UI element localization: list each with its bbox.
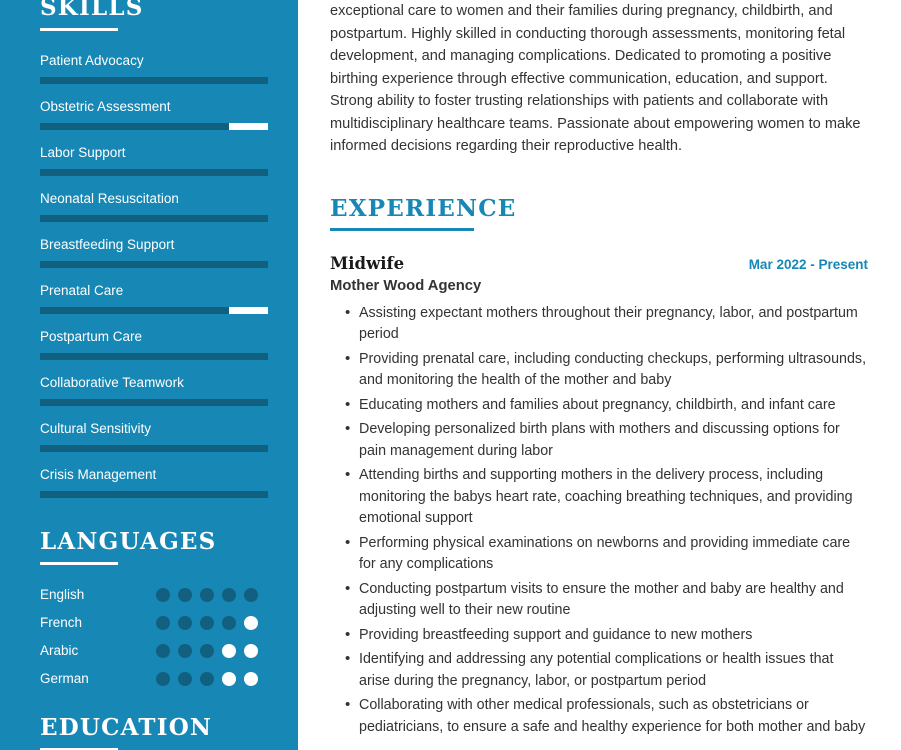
language-level-dots (156, 644, 258, 658)
job-bullet: • Educating mothers and families about pregnancy, childbirth, and infant care (349, 395, 868, 417)
language-level-dots (156, 588, 258, 602)
job-bullet: • Identifying and addressing any potential complications or health issues that arise during the pregnancy, labor, or postpartum period (349, 649, 868, 692)
language-level-dots (156, 672, 258, 686)
level-dot (178, 644, 192, 658)
experience-section (330, 195, 868, 739)
level-dot (222, 588, 236, 602)
skill-bar-fill (40, 491, 268, 498)
language-label: French (40, 615, 83, 630)
skill-bar-fill (40, 399, 268, 406)
skill-label: Labor Support (40, 145, 126, 160)
job-bullet-list (330, 303, 868, 739)
language-item (40, 615, 258, 630)
job-bullet: • Providing breastfeeding support and guidance to new mothers (349, 625, 868, 647)
language-level-dots (156, 616, 258, 630)
level-dot (200, 616, 214, 630)
language-label: Arabic (40, 643, 79, 658)
skill-bar-fill (40, 307, 229, 314)
skill-label: Cultural Sensitivity (40, 421, 152, 436)
skill-label: Crisis Management (40, 467, 157, 482)
skill-bar-track (40, 353, 268, 360)
level-dot (244, 672, 258, 686)
level-dot (244, 644, 258, 658)
education-heading: EDUCATION (40, 714, 213, 741)
job-bullet: • Assisting expectant mothers throughout their pregnancy, labor, and postpartum period (349, 303, 868, 346)
level-dot (178, 588, 192, 602)
language-item (40, 643, 258, 658)
language-item (40, 587, 258, 602)
skill-bar-track (40, 169, 268, 176)
summary-text: exceptional care to women and their families during pregnancy, childbirth, and postpartum. Highly skilled in conducting thorough assessments, monitoring fetal development, and managing complications. Dedicated to promoting a positive birthing experience through effective communication, education, and support. Strong ability to foster trusting relationships with patients and collaborate with multidisciplinary healthcare teams. Passionate about empowering women to make informed decisions regarding their reproductive health. (330, 3, 861, 154)
sidebar (0, 0, 298, 750)
language-label: English (40, 587, 85, 602)
skill-item (40, 283, 258, 314)
skill-label: Breastfeeding Support (40, 237, 175, 252)
main-column (298, 0, 901, 750)
level-dot (244, 588, 258, 602)
skill-bar-track (40, 261, 268, 268)
job-title: Midwife (330, 253, 405, 273)
skill-bar-fill (40, 169, 268, 176)
skill-label: Neonatal Resuscitation (40, 191, 179, 206)
level-dot (156, 644, 170, 658)
skill-item (40, 237, 258, 268)
skill-bar-fill (40, 445, 268, 452)
language-label: German (40, 671, 89, 686)
experience-entry (330, 254, 868, 739)
level-dot (156, 616, 170, 630)
level-dot (222, 644, 236, 658)
skill-bar-fill (40, 261, 268, 268)
job-bullet: • Developing personalized birth plans with mothers and discussing options for pain management during labor (349, 419, 868, 462)
skills-heading: SKILLS (40, 0, 144, 21)
level-dot (244, 616, 258, 630)
skill-label: Postpartum Care (40, 329, 143, 344)
level-dot (178, 616, 192, 630)
experience-heading-rule (330, 228, 474, 231)
level-dot (200, 672, 214, 686)
experience-heading: EXPERIENCE (330, 194, 517, 222)
skill-bar-fill (40, 353, 268, 360)
languages-heading: LANGUAGES (40, 528, 217, 555)
skill-bar-track (40, 123, 268, 130)
language-item (40, 671, 258, 686)
skill-bar-fill (40, 215, 268, 222)
job-bullet: • Attending births and supporting mothers in the delivery process, including monitoring the babys heart rate, coaching breathing techniques, and providing emotional support (349, 465, 868, 530)
skill-bar-track (40, 399, 268, 406)
languages-section (40, 528, 258, 686)
skill-bar-fill (40, 77, 268, 84)
skill-item (40, 191, 258, 222)
level-dot (200, 588, 214, 602)
skills-heading-rule (40, 28, 118, 31)
skill-item (40, 421, 258, 452)
skill-bar-track (40, 445, 268, 452)
job-bullet: • Conducting postpartum visits to ensure the mother and baby are healthy and adjusting well to their new routine (349, 579, 868, 622)
job-bullet: • Providing prenatal care, including conducting checkups, performing ultrasounds, and monitoring the health of the mother and baby (349, 349, 868, 392)
languages-heading-rule (40, 562, 118, 565)
skill-label: Patient Advocacy (40, 53, 144, 68)
skill-item (40, 375, 258, 406)
skill-item (40, 329, 258, 360)
skill-label: Prenatal Care (40, 283, 124, 298)
job-bullet: • Performing physical examinations on newborns and providing immediate care for any complications (349, 533, 868, 576)
skill-bar-fill (40, 123, 229, 130)
level-dot (222, 672, 236, 686)
level-dot (222, 616, 236, 630)
skill-item (40, 53, 258, 84)
skill-bar-track (40, 77, 268, 84)
level-dot (156, 672, 170, 686)
skill-item (40, 467, 258, 498)
experience-entry-header (330, 254, 868, 274)
job-company: Mother Wood Agency (330, 277, 482, 294)
skill-label: Collaborative Teamwork (40, 375, 184, 390)
skills-section (40, 0, 258, 498)
skill-bar-track (40, 215, 268, 222)
level-dot (156, 588, 170, 602)
skill-item (40, 145, 258, 176)
skill-item (40, 99, 258, 130)
job-bullet: • Collaborating with other medical professionals, such as obstetricians or pediatricians, to ensure a safe and healthy experience for both mother and baby (349, 695, 868, 738)
level-dot (178, 672, 192, 686)
skill-bar-track (40, 491, 268, 498)
education-section (40, 714, 258, 750)
skill-label: Obstetric Assessment (40, 99, 171, 114)
skill-bar-track (40, 307, 268, 314)
summary-section (330, 0, 868, 158)
job-dates: Mar 2022 - Present (748, 256, 868, 272)
level-dot (200, 644, 214, 658)
